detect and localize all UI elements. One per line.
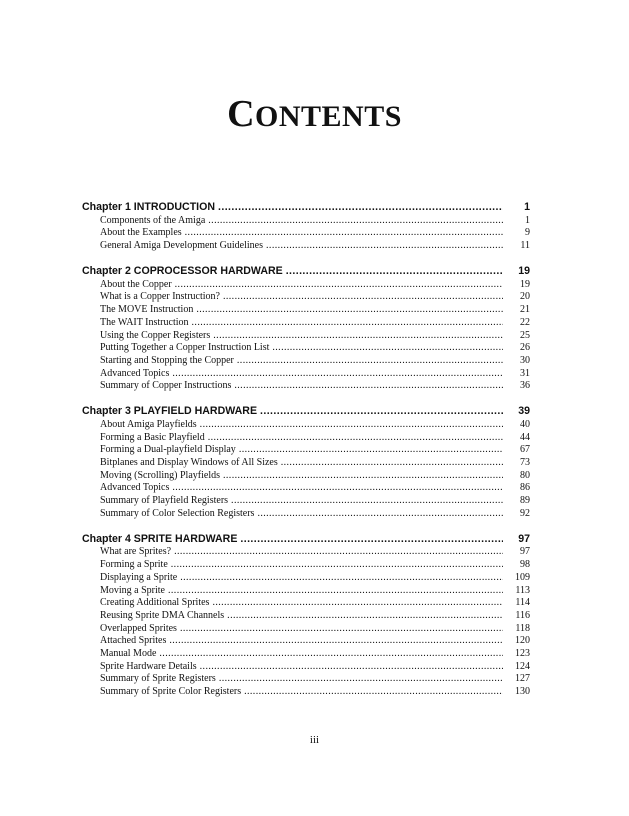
entry-page: 89 [520,495,530,507]
entry-title: Summary of Color Selection Registers [100,507,255,519]
toc-entry[interactable] [82,341,530,354]
dot-leader [159,648,503,659]
entry-title: Summary of Playfield Registers [100,495,229,507]
dot-leader [171,559,503,570]
entry-page: 109 [515,571,530,583]
entry-title: Forming a Basic Playfield [100,431,205,443]
toc-entry[interactable] [82,277,530,290]
toc-entry[interactable] [82,506,530,519]
toc-entry[interactable] [82,583,530,596]
entry-title: Summary of Sprite Registers [100,673,216,685]
dot-leader [218,201,503,213]
dot-leader [286,265,503,277]
toc-entry[interactable] [82,455,530,468]
entry-title: Summary of Sprite Color Registers [100,686,242,697]
entry-page: 86 [520,482,530,494]
dot-leader [240,533,503,545]
entry-page: 36 [520,380,530,392]
entry-title: Advanced Topics [100,367,170,379]
dot-leader [196,304,503,315]
toc-entry[interactable] [82,646,530,659]
entry-title: Advanced Topics [100,482,170,494]
entry-page: 19 [520,278,530,290]
entry-title: Bitplanes and Display Windows of All Sizes [100,457,278,468]
dot-leader [260,405,503,417]
dot-leader [192,317,503,328]
chapter-heading[interactable] [82,402,530,417]
toc-entry[interactable] [82,608,530,621]
entry-title: The WAIT Instruction [100,316,189,328]
entry-title: About Amiga Playfields [100,418,197,430]
toc-entry[interactable] [82,443,530,456]
entry-page: 120 [515,635,530,647]
dot-leader [208,215,503,226]
toc-entry[interactable] [82,226,530,239]
dot-leader [169,635,503,646]
dot-leader [180,572,503,583]
chapter-page: 97 [518,532,530,545]
table-of-contents [82,198,530,708]
entry-title: About the Examples [100,227,182,239]
entry-page: 20 [520,291,530,303]
dot-leader [200,661,503,672]
entry-page: 31 [520,367,530,379]
entry-title: Forming a Sprite [100,559,168,571]
toc-entry[interactable] [82,430,530,443]
toc-entry[interactable] [82,328,530,341]
entry-page: 118 [515,622,530,634]
dot-leader [213,330,503,341]
entry-title: Reusing Sprite DMA Channels [100,609,225,621]
entry-page: 1 [525,214,530,226]
toc-entry[interactable] [82,315,530,328]
toc-entry[interactable] [82,302,530,315]
entry-title: Putting Together a Copper Instruction List [100,342,270,354]
dot-leader [239,444,503,455]
chapter-title: Chapter 3 PLAYFIELD HARDWARE [82,405,258,418]
dot-leader [257,508,503,519]
toc-entry[interactable] [82,481,530,494]
dot-leader [200,419,503,430]
entry-page: 116 [515,609,530,621]
entry-page: 40 [520,418,530,430]
entry-title: Summary of Copper Instructions [100,380,232,392]
toc-entry[interactable] [82,557,530,570]
entry-title: Sprite Hardware Details [100,660,197,672]
entry-title: Overlapped Sprites [100,622,177,634]
entry-title: Creating Additional Sprites [100,597,210,609]
chapter-title: Chapter 2 COPROCESSOR HARDWARE [82,265,283,278]
entry-title: Forming a Dual-playfield Display [100,444,236,456]
dot-leader [208,432,503,443]
entry-title: Starting and Stopping the Copper [100,354,234,366]
toc-chapter [82,530,530,697]
title-rest: ONTENTS [255,100,402,133]
entry-title: Manual Mode [100,647,157,659]
entry-title: What are Sprites? [100,546,172,558]
toc-entry[interactable] [82,621,530,634]
page-number: iii [309,734,320,746]
toc-entry[interactable] [82,468,530,481]
chapter-page: 1 [524,201,530,213]
entry-title: Displaying a Sprite [100,571,178,583]
entry-page: 124 [515,660,530,672]
entry-title: Moving (Scrolling) Playfields [100,469,220,481]
dot-leader [174,546,503,557]
entry-page: 30 [520,354,530,366]
dot-leader [175,279,503,290]
entry-page: 25 [520,329,530,341]
dot-leader [185,227,503,238]
chapter-title: Chapter 1 INTRODUCTION [82,201,216,213]
entry-page: 9 [525,227,530,239]
toc-entry[interactable] [82,596,530,609]
entry-title: Components of the Amiga [100,214,206,226]
chapter-page: 19 [518,265,530,278]
dot-leader [234,380,503,391]
toc-chapter [82,262,530,391]
toc-entry[interactable] [82,379,530,392]
entry-title: Attached Sprites [100,635,167,647]
dot-leader [223,470,503,481]
chapter-title: Chapter 4 SPRITE HARDWARE [82,532,238,545]
entry-page: 11 [520,240,530,252]
dot-leader [223,291,503,302]
dot-leader [212,597,503,608]
entry-page: 127 [515,673,530,685]
dot-leader [172,368,503,379]
dot-leader [272,342,503,353]
toc-chapter [82,402,530,519]
toc-entry[interactable] [82,366,530,379]
dot-leader [266,240,503,251]
toc-entry[interactable] [82,570,530,583]
chapter-page: 39 [518,405,530,418]
entry-title: Moving a Sprite [100,584,165,596]
toc-entry[interactable] [82,417,530,430]
entry-page: 73 [520,457,530,468]
entry-title: Using the Copper Registers [100,329,211,341]
entry-page: 130 [515,686,530,697]
toc-entry[interactable] [82,213,530,226]
page-title [0,92,629,136]
entry-page: 26 [520,342,530,354]
entry-page: 44 [520,431,530,443]
chapter-heading[interactable] [82,530,530,545]
toc-chapter [82,198,530,251]
dot-leader [168,585,503,596]
toc-entry[interactable] [82,290,530,303]
dot-leader [231,495,503,506]
toc-entry[interactable] [82,659,530,672]
dot-leader [227,610,503,621]
dot-leader [172,482,503,493]
dot-leader [219,673,503,684]
entry-page: 97 [520,546,530,558]
chapter-heading[interactable] [82,262,530,277]
entry-title: General Amiga Development Guidelines [100,240,264,252]
entry-page: 114 [515,597,530,609]
toc-entry[interactable] [82,545,530,558]
entry-page: 22 [520,316,530,328]
dot-leader [244,686,503,697]
dot-leader [281,457,503,468]
entry-title: About the Copper [100,278,172,290]
entry-title: What is a Copper Instruction? [100,291,220,303]
toc-entry[interactable] [82,353,530,366]
entry-page: 113 [515,584,530,596]
toc-entry[interactable] [82,634,530,647]
chapter-heading[interactable] [82,198,530,213]
entry-page: 92 [520,507,530,519]
toc-entry[interactable] [82,238,530,251]
entry-page: 98 [520,559,530,571]
entry-title: The MOVE Instruction [100,304,194,316]
toc-entry[interactable] [82,684,530,697]
toc-entry[interactable] [82,672,530,685]
dot-leader [180,623,503,634]
entry-page: 123 [515,647,530,659]
dot-leader [237,355,503,366]
entry-page: 67 [520,444,530,456]
title-initial: C [227,93,256,135]
entry-page: 21 [520,304,530,316]
entry-page: 80 [520,469,530,481]
toc-entry[interactable] [82,493,530,506]
